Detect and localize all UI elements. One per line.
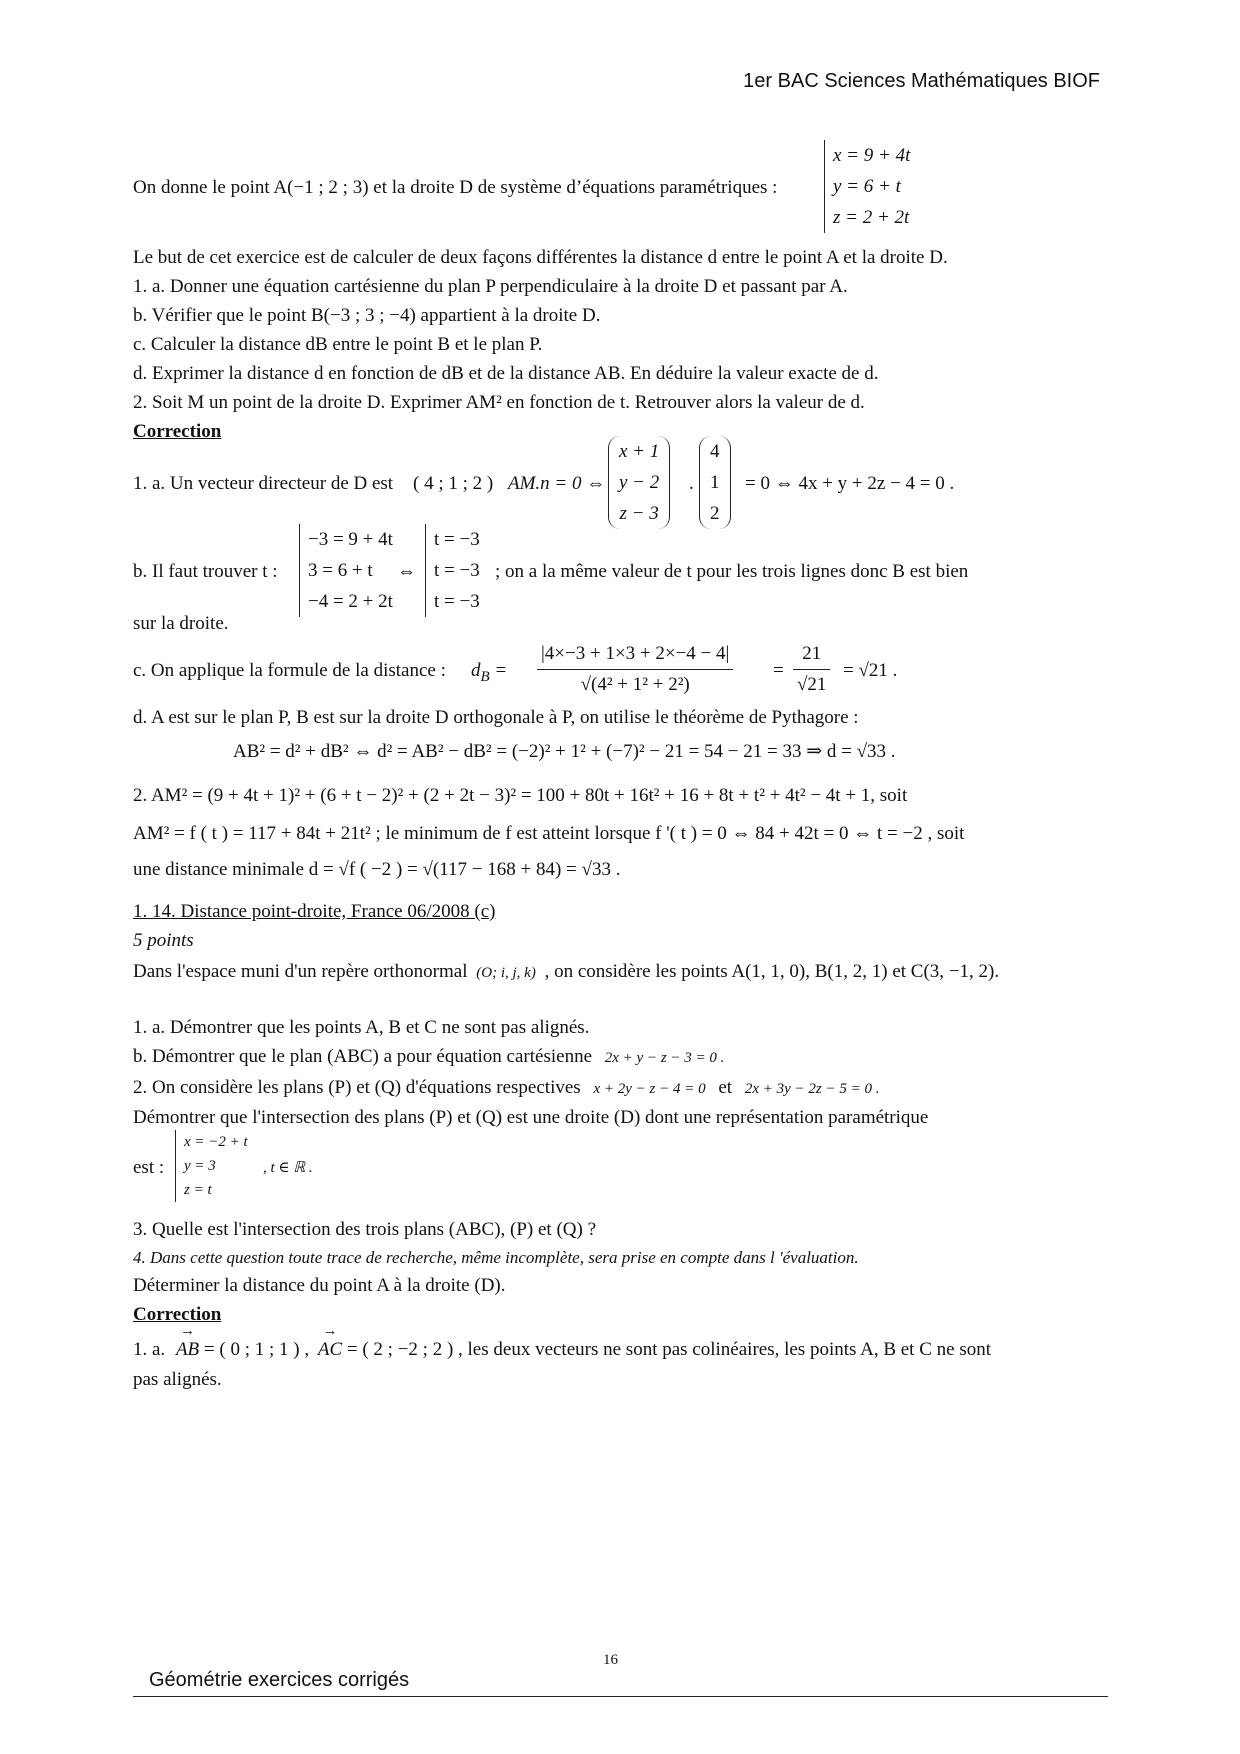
- exo1-c1b-end: sur la droite.: [133, 613, 229, 634]
- exo1-c1b-sys2-row: t = −3: [434, 591, 480, 612]
- exo2-correction-title: Correction: [133, 1304, 222, 1325]
- exo1-c1b-row: [133, 524, 1108, 620]
- exo2-q2-eq2: 2x + 3y − 2z − 5 = 0 .: [744, 1081, 880, 1097]
- exo2-q2-param: , t ∈ ℝ .: [263, 1160, 313, 1176]
- exo1-c1a-matrix-n: [699, 436, 731, 529]
- document-footer: [133, 1652, 1108, 1697]
- exo1-system-x: x = 9 + 4t: [833, 145, 911, 166]
- exo2-q1b-line: [133, 1041, 1108, 1074]
- exo1-c2-line2: AM² = f ( t ) = 117 + 84t + 21t² ; le minimum de f est atteint lorsque f '( t ) = 0 ⇔ 84 + 42t = 0 ⇔ t = −2 , soit: [133, 823, 965, 844]
- exo1-c1b-sys2-row: t = −3: [434, 560, 480, 581]
- document-header: 1er BAC Sciences Mathématiques BIOF: [743, 70, 1100, 92]
- exo2-q2-system-row-item: z = t: [184, 1182, 212, 1198]
- exo1-c1c-db: $d_B$ =: [471, 660, 508, 685]
- exo1-c1a-dot: AM.n = 0 ⇔: [508, 473, 606, 494]
- exo2-c1a-prefix: 1. a.: [133, 1339, 166, 1360]
- exo2-intro2: , on considère les points A(1, 1, 0), B(1, 2, 1) et C(3, −1, 2).: [544, 961, 1000, 982]
- footer-text: Géométrie exercices corrigés: [149, 1669, 410, 1691]
- page-number: 16: [603, 1652, 618, 1668]
- exo2-q1a: 1. a. Démontrer que les points A, B et C ne sont pas alignés.: [133, 1017, 590, 1038]
- exo1-c1a-m2-row: 2: [710, 503, 720, 524]
- exo2-q1b: b. Démontrer que le plan (ABC) a pour équation cartésienne: [133, 1046, 593, 1067]
- exo1-c1c-row: [133, 637, 1108, 705]
- exo1-c1c-den: √(4² + 1² + 2²): [580, 674, 690, 695]
- exo1-c1c-text: c. On applique la formule de la distance :: [133, 660, 446, 681]
- exo1-c1c-result: = √21 .: [843, 660, 898, 681]
- exo2-c1a-ac-val: = ( 2 ; −2 ; 2 ): [346, 1339, 454, 1360]
- exo1-c1b-sys1-row: −4 = 2 + 2t: [308, 591, 393, 612]
- exo2-intro1: Dans l'espace muni d'un repère orthonormal: [133, 961, 468, 982]
- exo2-c1a-end: pas alignés.: [133, 1369, 222, 1390]
- exo2-q2-system-row-item: y = 3: [184, 1158, 216, 1174]
- exo1-system: [824, 140, 910, 233]
- exo2-c1a-vec-ab: → AB: [176, 1334, 199, 1366]
- exo2-q2-est: est :: [133, 1157, 165, 1178]
- exo2-q2-eq1: x + 2y − z − 4 = 0: [593, 1081, 706, 1097]
- exo1-c1c-fraction1: [537, 639, 733, 700]
- exo2-c1a-ab-val: = ( 0 ; 1 ; 1 ) ,: [203, 1339, 310, 1360]
- exo1-c1a-row: [133, 436, 1108, 532]
- exo1-c2-line3: une distance minimale d = √f ( −2 ) = √(117 − 168 + 84) = √33 .: [133, 859, 621, 880]
- exo1-c1a-vec: ( 4 ; 1 ; 2 ): [413, 473, 494, 494]
- exo1-intro-row: [133, 140, 1108, 236]
- exo1-c1a-m1-row: y − 2: [619, 472, 660, 493]
- exo1-c1a-text: 1. a. Un vecteur directeur de D est: [133, 473, 394, 494]
- exo1-system-y: y = 6 + t: [833, 176, 901, 197]
- exo1-c1b-after: ; on a la même valeur de t pour les trois lignes donc B est bien: [495, 561, 969, 582]
- exo1-correction-title: Correction: [133, 421, 222, 442]
- exo2-q2-line2: Démontrer que l'intersection des plans (P) et (Q) est une droite (D) dont une représentation paramétrique: [133, 1107, 929, 1128]
- exo1-c1a-m2-row: 4: [710, 441, 720, 462]
- exo1-q1d: d. Exprimer la distance d en fonction de dB et de la distance AB. En déduire la valeur exacte de d.: [133, 363, 879, 384]
- exo2-q2-system-row-item: x = −2 + t: [184, 1134, 248, 1150]
- exo1-c1b-sys1-row: −3 = 9 + 4t: [308, 529, 393, 550]
- exo2-frame: (O; i, j, k): [476, 965, 536, 981]
- exo1-goal: Le but de cet exercice est de calculer de deux façons différentes la distance d entre le point A et la droite D.: [133, 247, 948, 268]
- exo2-c1a-line: [133, 1334, 1108, 1366]
- exo1-c1a-result: = 0 ⇔ 4x + y + 2z − 4 = 0 .: [745, 473, 955, 494]
- exo2-q2-line: [133, 1072, 1108, 1105]
- exo1-c1c-num: |4×−3 + 1×3 + 2×−4 − 4|: [537, 639, 733, 670]
- exo1-c1d-text: d. A est sur le plan P, B est sur la droite D orthogonale à P, on utilise le théorème de Pythagore :: [133, 707, 859, 728]
- exo1-intro: On donne le point A(−1 ; 2 ; 3) et la droite D de système d’équations paramétriques :: [133, 177, 778, 198]
- exo1-c1b-system1: [299, 524, 393, 617]
- exo2-q1b-eq: 2x + y − z − 3 = 0 .: [604, 1050, 725, 1066]
- exo2-q2-system-row: [133, 1130, 1108, 1206]
- exo1-c1a-matrix-am: [608, 436, 670, 529]
- exo1-c1a-dot-sign: .: [689, 473, 694, 494]
- exo1-c1b-system2: [425, 524, 480, 617]
- exo2-q4b: Déterminer la distance du point A à la droite (D).: [133, 1275, 506, 1296]
- exo1-q2: 2. Soit M un point de la droite D. Exprimer AM² en fonction de t. Retrouver alors la valeur de d.: [133, 392, 865, 413]
- exo2-q4: 4. Dans cette question toute trace de recherche, même incomplète, sera prise en compte dans l 'évaluation.: [133, 1248, 859, 1267]
- exo1-q1b: b. Vérifier que le point B(−3 ; 3 ; −4) appartient à la droite D.: [133, 305, 601, 326]
- exo1-q1a: 1. a. Donner une équation cartésienne du plan P perpendiculaire à la droite D et passant par A.: [133, 276, 848, 297]
- exo2-c1a-vec-ac: → AC: [318, 1334, 342, 1366]
- exo2-c1a-rest: , les deux vecteurs ne sont pas colinéaires, les points A, B et C ne sont: [458, 1339, 991, 1360]
- exo1-c2-line1: 2. AM² = (9 + 4t + 1)² + (6 + t − 2)² + (2 + 2t − 3)² = 100 + 80t + 16t² + 16 + 8t + t² + 4t² − 4t + 1, soit: [133, 785, 908, 806]
- exo1-q1c: c. Calculer la distance dB entre le point B et le plan P.: [133, 334, 543, 355]
- exo1-c1b-sys2-row: t = −3: [434, 529, 480, 550]
- exo1-c1a-m2-row: 1: [710, 472, 720, 493]
- equals-sign: =: [773, 660, 784, 681]
- exo2-q2: 2. On considère les plans (P) et (Q) d'équations respectives: [133, 1077, 581, 1098]
- exo1-system-z: z = 2 + 2t: [833, 207, 910, 228]
- exo1-c1c-den2: √21: [797, 674, 827, 695]
- exo1-c1c-fraction2: [793, 639, 830, 700]
- exo1-c1a-m1-row: x + 1: [619, 441, 660, 462]
- exo2-title: 1. 14. Distance point-droite, France 06/2008 (c): [133, 901, 496, 922]
- exo2-points: 5 points: [133, 930, 194, 951]
- exo1-c1c-num2: 21: [793, 639, 830, 670]
- equivalence-icon: ⇔: [397, 561, 416, 582]
- exo2-q3: 3. Quelle est l'intersection des trois plans (ABC), (P) et (Q) ?: [133, 1219, 597, 1240]
- exo2-q2-and: et: [718, 1077, 733, 1098]
- exo1-c1a-m1-row: z − 3: [619, 503, 659, 524]
- exo2-q2-system: [175, 1130, 248, 1202]
- exo2-intro-line1: [133, 956, 1108, 989]
- exo1-c1b-sys1-row: 3 = 6 + t: [308, 560, 373, 581]
- exo1-c1d-formula: AB² = d² + dB² ⇔ d² = AB² − dB² = (−2)² + 1² + (−7)² − 21 = 54 − 21 = 33 ⇒ d = √33 .: [233, 741, 896, 762]
- exo1-c1b-text: b. Il faut trouver t :: [133, 561, 278, 582]
